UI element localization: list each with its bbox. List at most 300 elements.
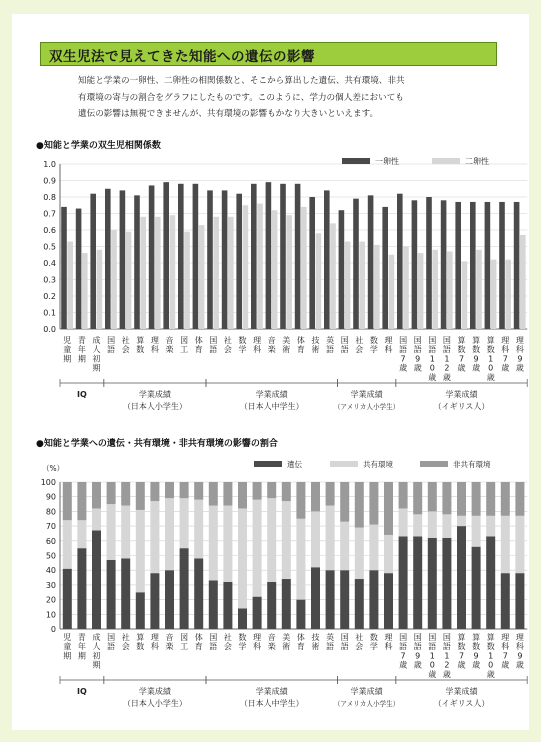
legend-swatch [432, 158, 460, 164]
y-tick-label: 0.6 [43, 226, 56, 235]
category-label-char: 社 [121, 336, 130, 345]
category-label-char: 児 [63, 336, 72, 345]
category-label-char: 理 [253, 336, 262, 345]
bar-shared-env [369, 525, 378, 571]
category-label-char: 期 [77, 651, 86, 661]
bar-genetic [355, 579, 364, 629]
category-label-char: 語 [442, 345, 451, 355]
bar-identical [222, 190, 228, 329]
bar-identical [309, 197, 315, 329]
bar-shared-env [238, 508, 247, 608]
bar-fraternal [199, 225, 205, 329]
category-label-char: 会 [223, 642, 232, 652]
category-label-char: 美 [282, 336, 291, 345]
bar-genetic [472, 547, 481, 629]
category-label-char: 数 [457, 345, 466, 355]
category-label-char: 理 [501, 633, 510, 642]
bar-shared-env [486, 516, 495, 537]
bar-identical [280, 184, 286, 329]
category-label-char: 学 [369, 345, 378, 355]
category-label-char: 語 [413, 345, 422, 355]
bar-genetic [92, 531, 101, 629]
category-label-char: 9 [415, 354, 421, 364]
bar-identical [339, 210, 345, 329]
bar-genetic [515, 573, 524, 629]
bar-shared-env [165, 498, 174, 570]
category-label-char: 算 [472, 336, 481, 345]
category-label-char: 語 [326, 345, 335, 355]
bar-fraternal [374, 245, 380, 329]
category-label-char: 語 [107, 642, 116, 652]
bar-identical [397, 194, 403, 329]
category-label-char: 科 [384, 642, 393, 652]
category-label-char: 育 [296, 345, 305, 355]
category-label-char: 数 [472, 642, 481, 652]
y-tick-label: 50 [45, 551, 56, 561]
category-label-char: 7 [502, 354, 508, 364]
bar-shared-env [355, 528, 364, 579]
bar-identical [455, 202, 461, 329]
bar-genetic [326, 570, 335, 629]
bar-fraternal [447, 251, 453, 329]
bar-shared-env [296, 519, 305, 600]
bar-genetic [282, 579, 291, 629]
category-label-char: 期 [63, 354, 72, 364]
bar-genetic [413, 536, 422, 629]
group-sublabel: （日本人中学生） [239, 699, 304, 708]
category-label-char: 9 [517, 354, 523, 364]
category-label-char: 工 [180, 642, 189, 652]
legend-label: 共有環境 [363, 460, 393, 469]
bar-identical [324, 190, 330, 329]
bar-fraternal [505, 260, 511, 329]
bar-genetic [223, 582, 232, 629]
category-label-char: 数 [369, 633, 378, 642]
group-label: 学業成績 [138, 390, 171, 399]
category-label-char: 9 [473, 651, 479, 661]
bar-identical [105, 189, 111, 329]
category-label-char: 歳 [428, 372, 437, 382]
bar-genetic [180, 548, 189, 629]
category-label-char: 体 [296, 633, 305, 642]
category-label-char: 7 [400, 354, 406, 364]
category-label-char: 国 [209, 336, 218, 345]
y-tick-label: 90 [45, 492, 56, 502]
category-label-char: 歳 [515, 363, 524, 373]
bar-nonshared-env [311, 482, 320, 511]
bar-fraternal [126, 232, 132, 329]
y-tick-label: 0.0 [43, 325, 56, 334]
bar-genetic [121, 558, 130, 629]
bar-genetic [150, 573, 159, 629]
category-label-char: 歳 [428, 669, 437, 679]
bar-nonshared-env [413, 482, 422, 514]
bar-fraternal [491, 260, 497, 329]
bar-shared-env [413, 514, 422, 536]
bar-fraternal [389, 255, 395, 329]
category-label-char: 算 [457, 336, 466, 345]
bar-shared-env [311, 511, 320, 567]
bar-identical [178, 184, 184, 329]
category-label-char: 科 [384, 345, 393, 355]
category-label-char: 科 [501, 345, 510, 355]
bar-fraternal [330, 223, 336, 329]
category-label-char: 科 [150, 642, 159, 652]
bar-fraternal [184, 232, 190, 329]
category-label-char: 数 [486, 345, 495, 355]
bar-genetic [267, 582, 276, 629]
y-tick-label: 0.1 [43, 308, 56, 318]
bar-nonshared-env [150, 482, 159, 501]
bar-genetic [501, 573, 510, 629]
y-tick-label: 0.3 [43, 275, 56, 285]
category-label-char: 期 [92, 363, 101, 373]
contribution-chart [0, 450, 541, 725]
y-tick-label: 0.8 [43, 193, 56, 202]
bar-nonshared-env [326, 482, 335, 506]
bar-fraternal [243, 205, 249, 329]
bar-genetic [107, 560, 116, 629]
category-label-char: 歳 [442, 669, 451, 679]
category-label-char: 年 [77, 345, 86, 355]
category-label-char: 歳 [457, 363, 466, 373]
group-label: IQ [77, 687, 87, 696]
legend-swatch [330, 461, 358, 467]
y-tick-label: 70 [45, 522, 56, 532]
category-label-char: 語 [340, 345, 349, 355]
bar-identical [382, 207, 388, 329]
category-label-char: 算 [472, 633, 481, 642]
category-label-char: 国 [428, 633, 437, 642]
category-label-char: 1 [444, 651, 450, 661]
category-label-char: 数 [369, 336, 378, 345]
bar-nonshared-env [121, 482, 130, 506]
category-label-char: 成 [92, 633, 101, 642]
group-sublabel: （イギリス人） [433, 699, 490, 708]
bar-genetic [194, 558, 203, 629]
intro-line: 有環境の寄与の割合をグラフにしたものです。このように、学力の個人差においても [78, 92, 404, 103]
bar-identical [353, 199, 359, 329]
bar-shared-env [501, 516, 510, 573]
intro-line: 遺伝の影響は無視できませんが、共有環境の影響もかなり大きいといえます。 [78, 109, 379, 119]
bar-nonshared-env [267, 482, 276, 498]
category-label-char: 社 [355, 633, 364, 642]
category-label-char: 語 [326, 642, 335, 652]
category-label-char: 9 [517, 651, 523, 661]
bar-genetic [165, 570, 174, 629]
category-label-char: 国 [442, 633, 451, 642]
bar-identical [412, 200, 418, 329]
category-label-char: 美 [282, 633, 291, 642]
category-label-char: 期 [92, 660, 101, 670]
bar-shared-env [253, 500, 262, 597]
category-label-char: 歳 [486, 372, 495, 382]
y-tick-label: 60 [45, 536, 56, 546]
category-label-char: 歳 [457, 660, 466, 670]
bar-identical [499, 202, 505, 329]
bar-nonshared-env [77, 482, 86, 520]
category-label-char: 人 [92, 345, 101, 355]
category-label-char: 7 [458, 354, 465, 364]
group-sublabel: （イギリス人） [433, 402, 490, 411]
category-label-char: 理 [150, 336, 159, 345]
category-label-char: 会 [121, 345, 130, 355]
bar-nonshared-env [340, 482, 349, 522]
bar-shared-env [267, 498, 276, 582]
y-unit-label: （%） [42, 464, 65, 473]
category-label-char: 語 [107, 345, 116, 355]
bar-shared-env [457, 516, 466, 526]
category-label-char: 体 [296, 336, 305, 345]
page-title: 双生児法で見えてきた知能への遺伝の影響 [49, 49, 315, 65]
category-label-char: 青 [77, 633, 86, 642]
bar-nonshared-env [384, 482, 393, 535]
bar-shared-env [194, 500, 203, 559]
group-label: 学業成績 [445, 687, 478, 696]
group-sublabel: （日本人小学生） [122, 402, 187, 411]
y-tick-label: 0 [50, 625, 56, 634]
bar-shared-env [515, 516, 524, 573]
category-label-char: 国 [209, 633, 218, 642]
category-label-char: 1 [429, 354, 435, 364]
category-label-char: 理 [384, 633, 393, 642]
intro-line: 知能と学業の一卵性、二卵性の相関係数と、そこから算出した遺伝、共有環境、非共 [78, 76, 405, 86]
y-tick-label: 0.7 [43, 209, 56, 219]
category-label-char: 国 [107, 633, 116, 642]
category-label-char: 算 [486, 633, 495, 642]
bar-identical [426, 197, 432, 329]
category-label-char: 0 [488, 363, 494, 373]
y-tick-label: 0.2 [43, 292, 56, 301]
bar-identical [236, 194, 242, 329]
category-label-char: 年 [77, 642, 86, 652]
bar-shared-env [209, 506, 218, 581]
category-label-char: 体 [194, 633, 203, 642]
category-label-char: 1 [429, 651, 435, 661]
category-label-char: 図 [180, 336, 189, 345]
y-tick-label: 30 [45, 580, 56, 590]
category-label-char: 楽 [165, 642, 174, 652]
bar-nonshared-env [472, 482, 481, 516]
category-label-char: 0 [429, 363, 435, 373]
category-label-char: 語 [428, 642, 437, 652]
bar-nonshared-env [457, 482, 466, 516]
bar-nonshared-env [180, 482, 189, 498]
bar-nonshared-env [238, 482, 247, 508]
bar-genetic [369, 570, 378, 629]
category-label-char: 学 [369, 642, 378, 652]
category-label-char: 語 [399, 642, 408, 652]
category-label-char: 育 [194, 345, 203, 355]
bar-genetic [384, 573, 393, 629]
category-label-char: 1 [488, 354, 494, 364]
category-label-char: 学 [238, 642, 247, 652]
category-label-char: 数 [238, 336, 247, 345]
category-label-char: 期 [63, 651, 72, 661]
category-label-char: 語 [209, 642, 218, 652]
legend-swatch [420, 461, 448, 467]
group-label: 学業成績 [255, 687, 288, 696]
group-label: IQ [77, 390, 87, 399]
category-label-char: 数 [238, 633, 247, 642]
y-tick-label: 0.9 [43, 176, 56, 186]
category-label-char: 人 [92, 642, 101, 652]
group-sublabel: （アメリカ人小学生） [333, 700, 400, 708]
title-bar [40, 42, 497, 66]
category-label-char: 理 [384, 336, 393, 345]
bar-identical [61, 207, 67, 329]
category-label-char: 社 [355, 336, 364, 345]
category-label-char: 科 [253, 345, 262, 355]
category-label-char: 国 [413, 336, 422, 345]
bar-identical [134, 195, 140, 329]
bar-fraternal [345, 242, 351, 329]
category-label-char: 算 [136, 633, 145, 642]
bar-identical [207, 190, 213, 329]
bar-shared-env [340, 522, 349, 571]
bar-fraternal [359, 242, 365, 329]
category-label-char: 語 [399, 345, 408, 355]
category-label-char: 英 [326, 633, 335, 642]
bar-nonshared-env [253, 482, 262, 500]
category-label-char: 歳 [472, 660, 481, 670]
category-label-char: 数 [486, 642, 495, 652]
category-label-char: 歳 [413, 363, 422, 373]
bar-nonshared-env [515, 482, 524, 516]
intro-text [78, 73, 498, 123]
category-label-char: 9 [415, 651, 421, 661]
category-label-char: 7 [400, 651, 406, 661]
chart2-title: ●知能と学業への遺伝・共有環境・非共有環境の影響の割合 [36, 439, 278, 449]
bar-genetic [340, 570, 349, 629]
bar-nonshared-env [399, 482, 408, 508]
bar-genetic [209, 580, 218, 629]
category-label-char: 歳 [413, 660, 422, 670]
bar-fraternal [476, 250, 482, 329]
category-label-char: 育 [194, 642, 203, 652]
bar-nonshared-env [107, 482, 116, 504]
bar-nonshared-env [355, 482, 364, 528]
bar-genetic [253, 597, 262, 629]
bar-genetic [311, 567, 320, 629]
bar-nonshared-env [442, 482, 451, 514]
bar-identical [76, 209, 82, 329]
bar-nonshared-env [92, 482, 101, 508]
bar-fraternal [155, 217, 161, 329]
bar-shared-env [399, 508, 408, 536]
category-label-char: 術 [311, 345, 320, 355]
bar-shared-env [121, 506, 130, 559]
category-label-char: 会 [355, 642, 364, 652]
bar-shared-env [107, 504, 116, 560]
bar-shared-env [223, 506, 232, 582]
category-label-char: 理 [515, 336, 524, 345]
bar-identical [90, 194, 96, 329]
category-label-char: 学 [238, 345, 247, 355]
group-sublabel: （日本人中学生） [239, 402, 304, 411]
category-label-char: 会 [223, 345, 232, 355]
bar-identical [368, 195, 374, 329]
category-label-char: 英 [326, 336, 335, 345]
group-label: 学業成績 [350, 687, 383, 696]
category-label-char: 音 [267, 633, 276, 642]
category-label-char: 童 [63, 642, 72, 652]
category-label-char: 術 [282, 345, 291, 355]
bar-identical [470, 202, 476, 329]
legend-label: 非共有環境 [453, 460, 491, 469]
category-label-char: 歳 [501, 363, 510, 373]
category-label-char: 社 [121, 633, 130, 642]
category-label-char: 科 [253, 642, 262, 652]
legend-label: 一卵性 [375, 157, 399, 166]
bar-fraternal [418, 253, 424, 329]
bar-fraternal [257, 204, 263, 329]
category-label-char: 科 [150, 345, 159, 355]
chart1-title: ●知能と学業の双生児相関係数 [36, 141, 161, 151]
category-label-char: 成 [92, 336, 101, 345]
category-label-char: 音 [267, 336, 276, 345]
y-tick-label: 20 [45, 595, 56, 605]
bar-fraternal [97, 250, 103, 329]
bar-shared-env [180, 498, 189, 548]
category-label-char: 工 [180, 345, 189, 355]
category-label-char: 語 [428, 345, 437, 355]
legend-label: 遺伝 [287, 460, 302, 469]
bar-nonshared-env [486, 482, 495, 516]
category-label-char: 楽 [267, 642, 276, 652]
bar-fraternal [140, 217, 146, 329]
bar-nonshared-env [209, 482, 218, 506]
bar-identical [441, 200, 447, 329]
bar-nonshared-env [428, 482, 437, 511]
bar-fraternal [272, 210, 278, 329]
category-label-char: 初 [92, 651, 101, 661]
bar-genetic [442, 538, 451, 629]
category-label-char: 国 [340, 336, 349, 345]
bar-identical [251, 184, 257, 329]
y-tick-label: 10 [45, 610, 56, 620]
category-label-char: 9 [473, 354, 479, 364]
bar-fraternal [111, 230, 117, 329]
category-label-char: 児 [63, 633, 72, 642]
category-label-char: 音 [165, 633, 174, 642]
y-tick-label: 0.5 [43, 242, 56, 252]
bar-identical [193, 184, 199, 329]
category-label-char: 理 [501, 336, 510, 345]
y-tick-label: 1.0 [43, 160, 56, 169]
group-label: 学業成績 [445, 390, 478, 399]
category-label-char: 科 [501, 642, 510, 652]
bar-genetic [63, 569, 72, 629]
category-label-char: 国 [340, 633, 349, 642]
bar-nonshared-env [63, 482, 72, 520]
bar-shared-env [326, 506, 335, 571]
category-label-char: 体 [194, 336, 203, 345]
category-label-char: 2 [444, 660, 450, 670]
bar-genetic [238, 608, 247, 629]
bar-fraternal [403, 247, 409, 330]
bar-fraternal [286, 215, 292, 329]
category-label-char: 国 [399, 633, 408, 642]
category-label-char: 歳 [501, 660, 510, 670]
category-label-char: 7 [502, 651, 508, 661]
bar-identical [120, 190, 126, 329]
category-label-char: 技 [311, 633, 320, 642]
category-label-char: 0 [488, 660, 494, 670]
legend-label: 二卵性 [465, 157, 489, 166]
bar-genetic [296, 600, 305, 629]
category-label-char: 楽 [267, 345, 276, 355]
